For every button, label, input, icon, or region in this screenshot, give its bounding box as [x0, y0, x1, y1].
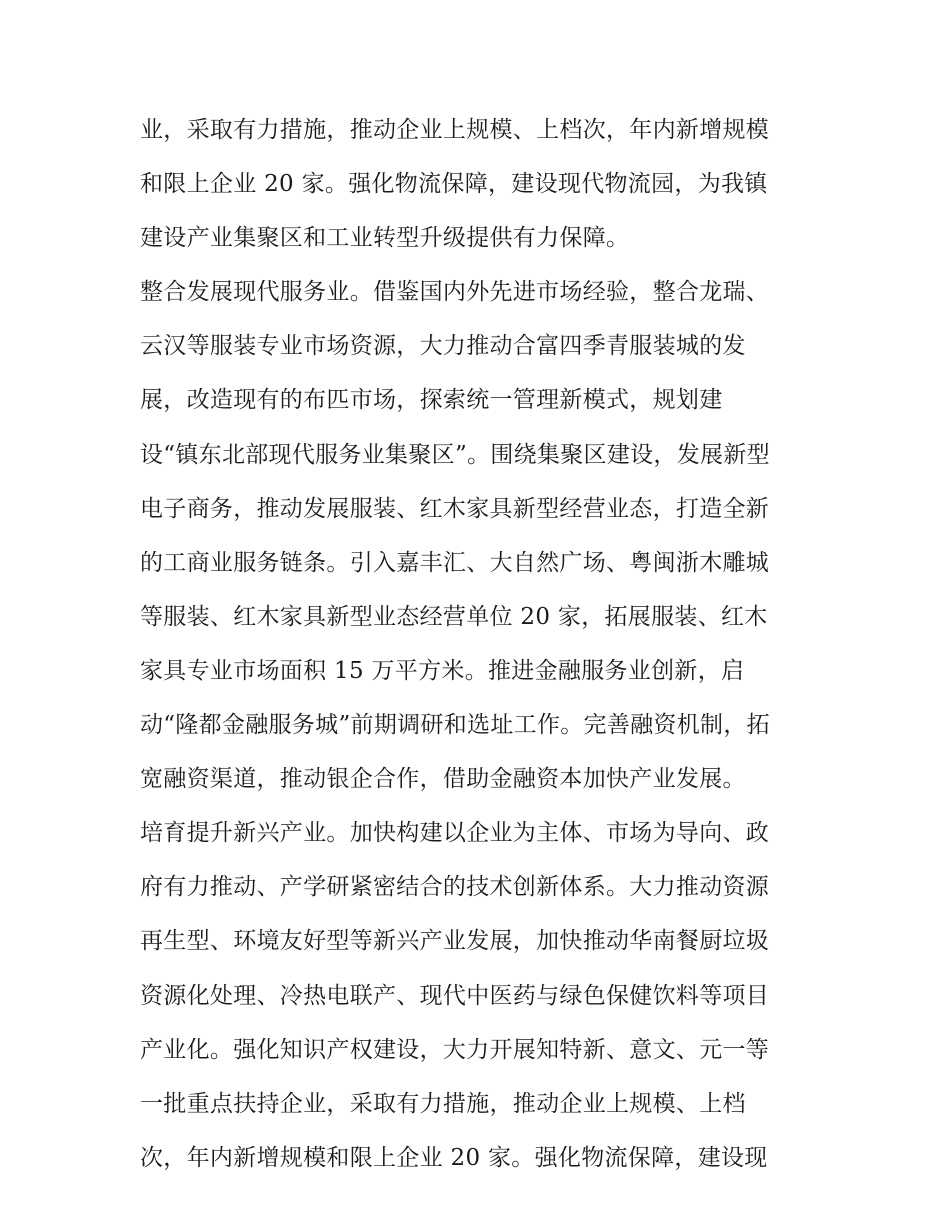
text-line-16: 再生型、环境友好型等新兴产业发展，加快推动华南餐厨垃圾 [140, 928, 770, 955]
text-line-1: 业，采取有力措施，推动企业上规模、上档次，年内新增规模 [140, 117, 770, 143]
text-line-17: 资源化处理、冷热电联产、现代中医药与绿色保健饮料等项目 [140, 982, 770, 1009]
text-line-3: 建设产业集聚区和工业转型升级提供有力保障。 [140, 225, 630, 252]
text-line-12: 动“隆都金融服务城”前期调研和选址工作。完善融资机制，拓 [140, 712, 770, 739]
text-line-19: 一批重点扶持企业，采取有力措施，推动企业上规模、上档 [140, 1090, 746, 1117]
text-line-2: 和限上企业 20 家。强化物流保障，建设现代物流园，为我镇 [140, 171, 768, 198]
text-line-18: 产业化。强化知识产权建设，大力开展知特新、意文、元一等 [140, 1036, 770, 1063]
text-line-13: 宽融资渠道，推动银企合作，借助金融资本加快产业发展。 [140, 766, 746, 793]
text-line-9: 的工商业服务链条。引入嘉丰汇、大自然广场、粤闽浙木雕城 [140, 549, 770, 576]
text-line-15: 府有力推动、产学研紧密结合的技术创新体系。大力推动资源 [140, 874, 770, 901]
text-line-11: 家具专业市场面积 15 万平方米。推进金融服务业创新，启 [140, 657, 745, 684]
text-line-6: 展，改造现有的布匹市场，探索统一管理新模式，规划建 [140, 387, 723, 414]
text-line-8: 电子商务，推动发展服装、红木家具新型经营业态，打造全新 [140, 495, 770, 522]
text-line-4: 整合发展现代服务业。借鉴国内外先进市场经验，整合龙瑞、 [140, 279, 770, 306]
text-line-10: 等服装、红木家具新型业态经营单位 20 家，拓展服装、红木 [140, 603, 768, 630]
text-line-7: 设“镇东北部现代服务业集聚区”。围绕集聚区建设，发展新型 [140, 441, 770, 468]
text-line-14: 培育提升新兴产业。加快构建以企业为主体、市场为导向、政 [140, 820, 770, 847]
body-text [140, 103, 830, 1185]
text-line-5: 云汉等服装专业市场资源，大力推动合富四季青服装城的发 [140, 333, 746, 360]
text-line-20: 次，年内新增规模和限上企业 20 家。强化物流保障，建设现 [140, 1144, 768, 1171]
